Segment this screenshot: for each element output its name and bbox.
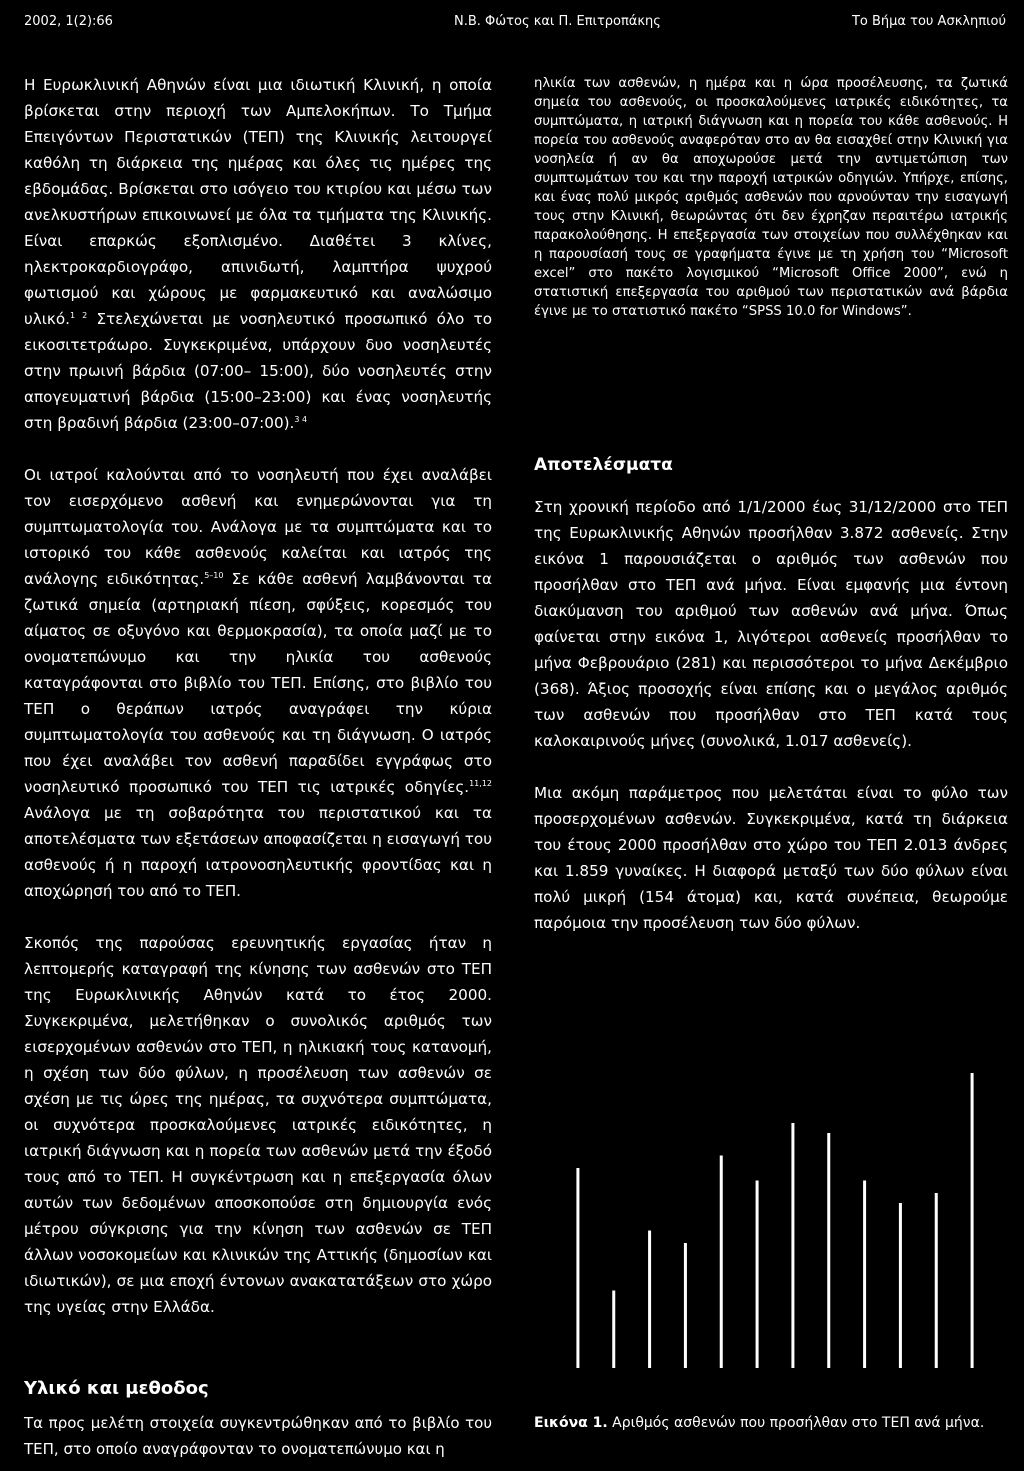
caption-text: Αριθμός ασθενών που προσήλθαν στο ΤΕΠ ανά μήνα. (607, 1415, 985, 1431)
citation: 1 2 (70, 310, 88, 320)
bar-month-9 (863, 1181, 866, 1369)
bar-month-5 (720, 1156, 723, 1369)
bar-month-12 (971, 1073, 974, 1368)
header-journal: Το Βήμα του Ασκληπιού (851, 14, 1006, 29)
citation: 3 4 (294, 414, 308, 424)
paragraph-aim: Σκοπός της παρούσας ερευνητικής εργασίας ήταν η λεπτομερής καταγραφή της κίνησης των ασθενών στο ΤΕΠ της Ευρωκλινικής Αθηνών κατά το έτος 2000. Συγκεκριμένα, μελετήθηκαν ο συνολικός αριθμός των εισερχομένων ασθενών στο ΤΕΠ, η ηλικιακή τους κατανομή, η σχέση των δύο φύλων, η προσέλευση των ασθενών σε σχέση με τις ώρες της ημέρας, τα συχνότερα συμπτώματα, οι συχνότερα προσκαλούμενες ιατρικές ειδικότητες, η ιατρική διάγνωση και η πορεία των ασθενών μετά την έξοδό τους από το ΤΕΠ. Η συγκέντρωση και η επεξεργασία όλων αυτών των δεδομένων αποσκοπούσε στη δημιουργία ενός μέτρου σύγκρισης για την κίνηση των ασθενών σε ΤΕΠ άλλων νοσοκομείων και κλινικών της Αττικής (δημοσίων και ιδιωτικών), σε μια εποχή έντονων ανακατατάξεων στο χώρο της υγείας στην Ελλάδα. (24, 934, 492, 1316)
header-authors: Ν.Β. Φώτος και Π. Επιτροπάκης (454, 14, 661, 29)
bar-month-4 (684, 1243, 687, 1368)
bar-month-1 (576, 1168, 579, 1368)
right-column (534, 74, 1008, 337)
paragraph-gender: Μια ακόμη παράμετρος που μελετάται είναι το φύλο των προσερχομένων ασθενών. Συγκεκριμένα, κατά τη διάρκεια του έτους 2000 προσήλθαν στο χώρο του ΤΕΠ 2.013 άνδρες και 1.859 γυναίκες. Η διαφορά μεταξύ των δύο φύλων είναι πολύ μικρή (154 άτομα) και, κατά συνέπεια, θεωρούμε παρόμοια την προσέλευση των δύο φύλων. (534, 784, 1008, 932)
monthly-patients-chart (560, 1040, 990, 1370)
left-column (24, 72, 492, 1346)
caption-label: Εικόνα 1. (534, 1415, 608, 1431)
bar-month-6 (756, 1181, 759, 1369)
paragraph-results: Στη χρονική περίοδο από 1/1/2000 έως 31/12/2000 στο ΤΕΠ της Ευρωκλινικής Αθηνών προσήλθαν 3.872 ασθενείς. Στην εικόνα 1 παρουσιάζεται ο αριθμός των ασθενών που προσήλθαν στο ΤΕΠ ανά μήνα. Είναι εμφανής μια έντονη διακύμανση του αριθμού των ασθενών ανά μήνα. Όπως φαίνεται στην εικόνα 1, λιγότεροι ασθενείς προσήλθαν το μήνα Φεβρουάριο (281) και περισσότεροι το μήνα Δεκέμβριο (368). Άξιος προσοχής είναι επίσης και ο μεγάλος αριθμός των ασθενών που προσήλθαν στο ΤΕΠ κατά τους καλοκαιρινούς μήνες (συνολικά, 1.017 ασθενείς). (534, 498, 1008, 750)
section-heading-material: Υλικό και μεθοδος (24, 1378, 209, 1399)
running-header (0, 14, 1024, 38)
bar-month-10 (899, 1203, 902, 1368)
paragraph-methods: ηλικία των ασθενών, η ημέρα και η ώρα προσέλευσης, τα ζωτικά σημεία του ασθενούς, οι προσκαλούμενες ιατρικές ειδικότητες, τα συμπτώματα, η ιατρική διάγνωση και η πορεία του κάθε ασθενούς. Η πορεία του ασθενούς αναφερόταν στο αν θα εισαχθεί στην Κλινική για νοσηλεία ή αν θα αποχωρούσε μετά την αντιμετώπιση των συμπτωμάτων του και την παροχή ιατρικών οδηγιών. Υπήρχε, επίσης, και ένας πολύ μικρός αριθμός ασθενών που αρνούνταν την εισαγωγή τους στην Κλινική, θεωρώντας ότι δεν έχρηζαν περαιτέρω ιατρικής παρακολούθησης. Η επεξεργασία των στοιχείων που συλλέχθηκαν και η παρουσίασή τους σε γραφήματα έγινε με τη χρήση του “Microsoft excel” στο πακέτο λογισμικού “Microsoft Office 2000”, ενώ η στατιστική επεξεργασία του αριθμού των περιστατικών ανά βάρδια έγινε με το στατιστικό πακέτο “SPSS 10.0 for Windows”. (534, 76, 1008, 319)
figure-caption (534, 1412, 1008, 1434)
paragraph-material: Τα προς μελέτη στοιχεία συγκεντρώθηκαν από το βιβλίο του ΤΕΠ, στο οποίο αναγράφονταν το ονοματεπώνυμο και η (24, 1414, 492, 1458)
results-body (534, 494, 1008, 962)
citation: 11,12 (469, 778, 492, 788)
bar-month-7 (791, 1123, 794, 1368)
citation: 5–10 (204, 570, 224, 580)
bar-month-2 (612, 1291, 615, 1369)
bar-month-8 (827, 1133, 830, 1368)
bar-month-11 (935, 1193, 938, 1368)
header-issue: 2002, 1(2):66 (24, 14, 113, 29)
section-heading-results: Αποτελέσματα (534, 455, 673, 475)
paragraph-doctors: Οι ιατροί καλούνται από το νοσηλευτή που έχει αναλάβει τον εισερχόμενο ασθενή και ενημερώνονται για τη συμπτωματολογία του. Ανάλογα με τα συμπτώματα και το ιστορικό του κάθε ασθενούς καλείται και ιατρός της ανάλογης ειδικότητας.$^{5-10}$ Σε κάθε ασθενή λαμβάνονται τα ζωτικά σημεία (αρτηριακή πίεση, σφύξεις, κορεσμός του αίματος σε οξυγόνο και θερμοκρασία), τα οποία μαζί με το ονοματεπώνυμο και την ηλικία του ασθενούς καταγράφονται στο βιβλίο του ΤΕΠ. Επίσης, στο βιβλίο του ΤΕΠ ο θεράπων ιατρός αναγράφει την κύρια συμπτωματολογία του ασθενούς και τη διάγνωση. Ο ιατρός που έχει αναλάβει τον ασθενή παραδίδει εγγράφως στο νοσηλευτικό προσωπικό του ΤΕΠ τις ιατρικές οδηγίες.$^{11,12}$ Ανάλογα με τη σοβαρότητα του περιστατικού και τα αποτελέσματα των εξετάσεων αποφασίζεται η εισαγωγή του ασθενούς ή η παροχή ιατρονοσηλευτικής φροντίδας και η αποχώρησή του από το ΤΕΠ. (24, 466, 493, 900)
bar-month-3 (648, 1231, 651, 1369)
paragraph-clinic: Η Ευρωκλινική Αθηνών είναι μια ιδιωτική Κλινική, η οποία βρίσκεται στην περιοχή των Αμπελοκήπων. Το Τμήμα Επειγόντων Περιστατικών (ΤΕΠ) της Κλινικής λειτουργεί καθόλη τη διάρκεια της ημέρας και όλες τις ημέρες της εβδομάδας. Βρίσκεται στο ισόγειο του κτιρίου και μέσω των ανελκυστήρων επικοινωνεί με όλα τα τμήματα της Κλινικής. Είναι επαρκώς εξοπλισμένο. Διαθέτει 3 κλίνες, ηλεκτροκαρδιογράφο, απινιδωτή, λαμπτήρα ψυχρού φωτισμού και χώρους με φαρμακευτικό και αναλώσιμο υλικό.$^{1 2}$ Στελεχώνεται με νοσηλευτικό προσωπικό όλο το εικοσιτετράωρο. Συγκεκριμένα, υπάρχουν δυο νοσηλευτές στην πρωινή βάρδια (07:00– 15:00), δύο νοσηλευτές στην απογευματινή βάρδια (15:00–23:00) και ένας νοσηλευτής στη βραδινή βάρδια (23:00–07:00).$^{3 4}$ (24, 76, 492, 432)
